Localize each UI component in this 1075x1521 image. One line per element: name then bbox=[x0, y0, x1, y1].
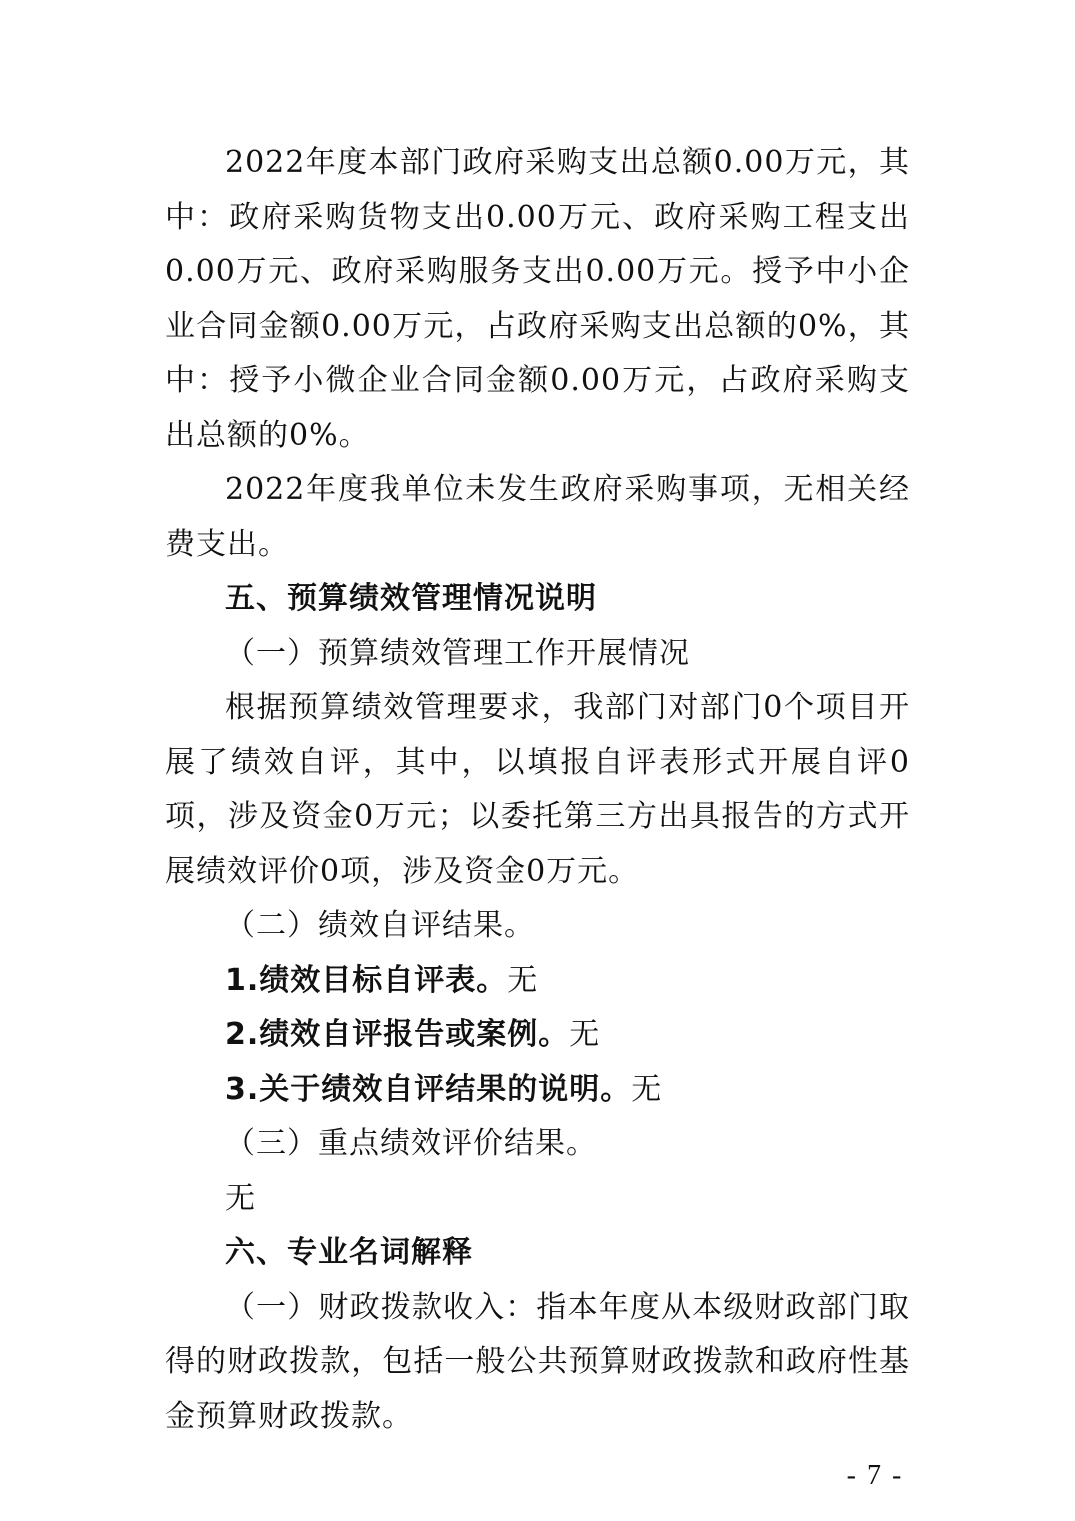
self-eval-item-3-label: 3.关于绩效自评结果的说明。 bbox=[225, 1071, 632, 1107]
self-eval-item-1-value: 无 bbox=[507, 962, 539, 998]
self-eval-item-1-label: 1.绩效目标自评表。 bbox=[225, 962, 508, 998]
section-5-3-title: （三）重点绩效评价结果。 bbox=[225, 1126, 597, 1161]
section-5-2-title: （二）绩效自评结果。 bbox=[225, 908, 535, 943]
self-eval-item-2-value: 无 bbox=[569, 1017, 601, 1052]
self-eval-item-3-value: 无 bbox=[631, 1071, 663, 1107]
section-5-3-body: 无 bbox=[225, 1180, 256, 1216]
section-5-1-title: （一）预算绩效管理工作开展情况 bbox=[225, 635, 690, 671]
self-eval-item-2-label: 2.绩效自评报告或案例。 bbox=[225, 1017, 570, 1052]
section-5-1-body: 根据预算绩效管理要求，我部门对部门0个项目开展了绩效自评，其中，以填报自评表形式开展自评0项，涉及资金0万元；以委托第三方出具报告的方式开展绩效评价0项，涉及资金0万元。 bbox=[165, 690, 910, 889]
self-eval-item-3 bbox=[165, 1063, 910, 1118]
self-eval-item-1 bbox=[165, 954, 910, 1009]
procurement-summary-paragraph: 2022年度本部门政府采购支出总额0.00万元，其中：政府采购货物支出0.00万元、政府采购工程支出0.00万元、政府采购服务支出0.00万元。授予中小企业合同金额0.00万元，占政府采购支出总额的0%，其中：授予小微企业合同金额0.00万元，占政府采购支出总额的0%。 bbox=[165, 145, 910, 453]
no-procurement-paragraph: 2022年度我单位未发生政府采购事项，无相关经费支出。 bbox=[165, 472, 910, 562]
page-number: - 7 - bbox=[846, 1460, 904, 1491]
self-eval-item-2 bbox=[165, 1008, 910, 1063]
section-6-title: 六、专业名词解释 bbox=[225, 1235, 473, 1270]
section-5-title: 五、预算绩效管理情况说明 bbox=[225, 581, 597, 616]
document-body bbox=[165, 136, 910, 1444]
term-fiscal-appropriation: （一）财政拨款收入：指本年度从本级财政部门取得的财政拨款，包括一般公共预算财政拨款和政府性基金预算财政拨款。 bbox=[165, 1289, 910, 1434]
